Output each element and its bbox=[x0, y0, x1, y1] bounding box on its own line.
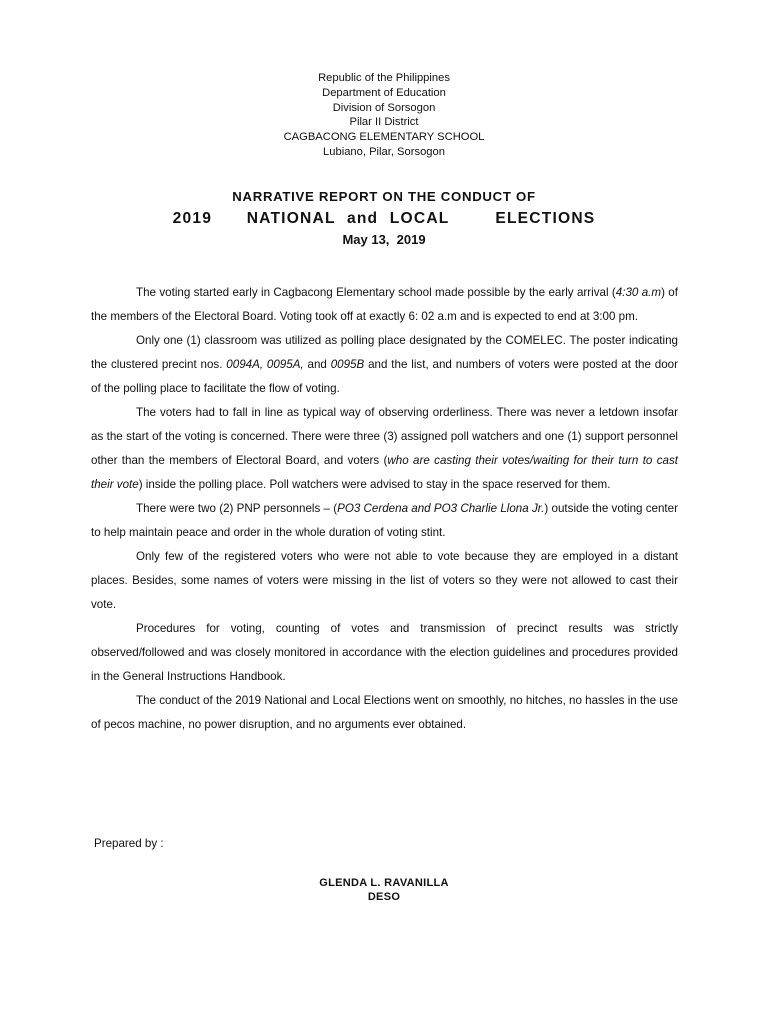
signatory-block bbox=[0, 876, 768, 904]
paragraph-5: Only few of the registered voters who were not able to vote because they are employed in a distant places. Besides, some names of voters were missing in the list of voters so they were not allowed to cast their vote. bbox=[91, 550, 678, 611]
p1-text-c: ) of the members of the Electoral Board. Voting took off at exactly 6: 02 a.m and is expected to end at 3:00 pm. bbox=[91, 286, 678, 323]
p2-text-c: and bbox=[303, 358, 331, 371]
department-line: Department of Education bbox=[322, 86, 446, 99]
signatory-position: DESO bbox=[367, 891, 401, 903]
district-line: Pilar II District bbox=[349, 116, 419, 129]
paragraph-7: The conduct of the 2019 National and Local Elections went on smoothly, no hitches, no hassles in the use of pecos machine, no power disruption, and no arguments ever obtained. bbox=[91, 694, 678, 731]
p2-precinct-b: 0095B bbox=[330, 358, 365, 371]
title-line-2: 2019 NATIONAL and LOCAL ELECTIONS bbox=[172, 210, 596, 227]
paragraph-4 bbox=[91, 497, 678, 545]
report-date: May 13, 2019 bbox=[342, 232, 426, 247]
report-title bbox=[0, 188, 768, 249]
p3-text-a: The voters had to fall in line as typical way of observing orderliness. There was never a letdown insofar as the start of the voting is concerned. There were three (3) assigned poll watchers and one (1) support personnel other than the members of Electoral Board, and voters ( bbox=[91, 406, 678, 467]
letterhead bbox=[0, 71, 768, 160]
paragraph-3 bbox=[91, 401, 678, 497]
p4-text-a: There were two (2) PNP personnels – ( bbox=[136, 502, 338, 515]
p4-text-c: ) outside the voting center to help maintain peace and order in the whole duration of voting stint. bbox=[91, 502, 678, 539]
republic-line: Republic of the Philippines bbox=[318, 72, 450, 84]
p3-voters-note: who are casting their votes/waiting for their turn to cast their vote bbox=[91, 454, 678, 491]
paragraph-1 bbox=[91, 281, 678, 329]
title-line-1: NARRATIVE REPORT ON THE CONDUCT OF bbox=[232, 189, 536, 204]
paragraph-6: Procedures for voting, counting of votes and transmission of precinct results was strictly observed/followed and was closely monitored in accordance with the election guidelines and procedures provided in the General Instructions Handbook. bbox=[91, 622, 678, 683]
signatory-name: GLENDA L. RAVANILLA bbox=[319, 877, 449, 889]
paragraph-2 bbox=[91, 329, 678, 401]
p1-text-a: The voting started early in Cagbacong Elementary school made possible by the early arrival ( bbox=[136, 286, 616, 299]
p2-precincts: 0094A, 0095A, bbox=[226, 358, 304, 371]
division-line: Division of Sorsogon bbox=[332, 101, 436, 114]
p1-time: 4:30 a.m bbox=[615, 286, 662, 299]
school-address: Lubiano, Pilar, Sorsogon bbox=[323, 145, 445, 158]
p3-text-c: ) inside the polling place. Poll watchers were advised to stay in the space reserved for them. bbox=[138, 478, 611, 491]
p2-text-e: and the list, and numbers of voters were posted at the door of the polling place to facilitate the flow of voting. bbox=[91, 358, 678, 395]
p2-text-a: Only one (1) classroom was utilized as polling place designated by the COMELEC. The poster indicating the clustered precint nos. bbox=[91, 334, 678, 371]
report-body bbox=[91, 281, 678, 737]
p4-officers: PO3 Cerdena and PO3 Charlie Llona Jr. bbox=[337, 502, 545, 515]
prepared-by-label: Prepared by : bbox=[94, 837, 164, 850]
school-name: CAGBACONG ELEMENTARY SCHOOL bbox=[283, 131, 485, 144]
